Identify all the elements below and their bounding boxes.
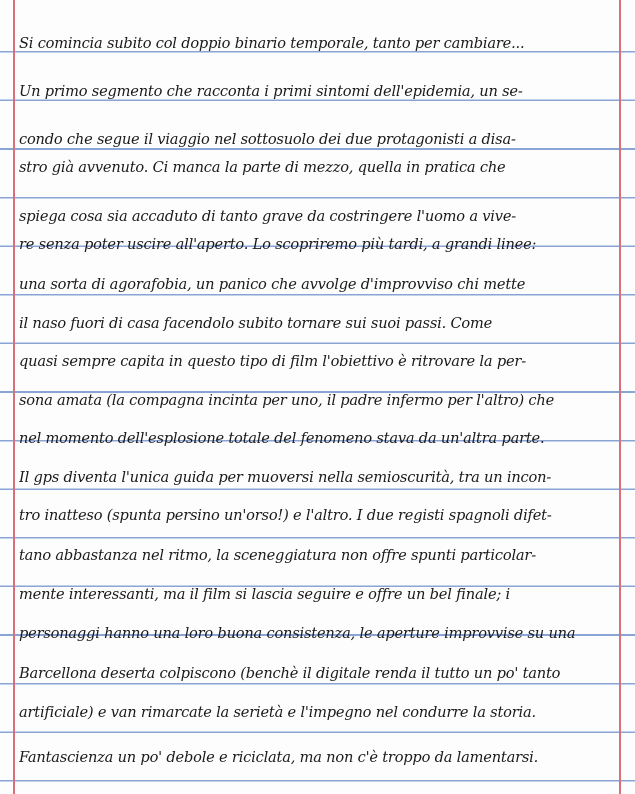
text-line: una sorta di agorafobia, un panico che avvolge d'improvviso chi mette bbox=[19, 276, 526, 293]
text-line: tro inatteso (spunta persino un'orso!) e l'altro. I due registi spagnoli difet- bbox=[19, 507, 552, 524]
text-line: Il gps diventa l'unica guida per muoversi nella semioscurità, tra un incon- bbox=[19, 469, 552, 486]
text-line: stro già avvenuto. Ci manca la parte di mezzo, quella in pratica che bbox=[19, 159, 506, 176]
text-line: tano abbastanza nel ritmo, la sceneggiatura non offre spunti particolar- bbox=[19, 547, 536, 564]
text-line: nel momento dell'esplosione totale del fenomeno stava da un'altra parte. bbox=[19, 430, 545, 447]
text-line: Fantascienza un po' debole e riciclata, ma non c'è troppo da lamentarsi. bbox=[19, 749, 539, 766]
text-line: condo che segue il viaggio nel sottosuolo dei due protagonisti a disa- bbox=[19, 131, 516, 148]
text-line: re senza poter uscire all'aperto. Lo scopriremo più tardi, a grandi linee: bbox=[19, 236, 537, 253]
text-line: spiega cosa sia accaduto di tanto grave da costringere l'uomo a vive- bbox=[19, 208, 516, 225]
text-line: Barcellona deserta colpiscono (benchè il digitale renda il tutto un po' tanto bbox=[19, 665, 561, 682]
text-line: il naso fuori di casa facendolo subito tornare sui suoi passi. Come bbox=[19, 315, 493, 332]
text-line: mente interessanti, ma il film si lascia seguire e offre un bel finale; i bbox=[19, 586, 511, 603]
text-line: personaggi hanno una loro buona consistenza, le aperture improvvise su una bbox=[19, 625, 576, 642]
text-line: artificiale) e van rimarcate la serietà e l'impegno nel condurre la storia. bbox=[19, 704, 536, 721]
text-line: quasi sempre capita in questo tipo di film l'obiettivo è ritrovare la per- bbox=[19, 353, 526, 370]
text-line: sona amata (la compagna incinta per uno, il padre infermo per l'altro) che bbox=[19, 392, 555, 409]
text-line: Si comincia subito col doppio binario temporale, tanto per cambiare... bbox=[19, 35, 525, 52]
text-line: Un primo segmento che racconta i primi sintomi dell'epidemia, un se- bbox=[19, 83, 523, 100]
